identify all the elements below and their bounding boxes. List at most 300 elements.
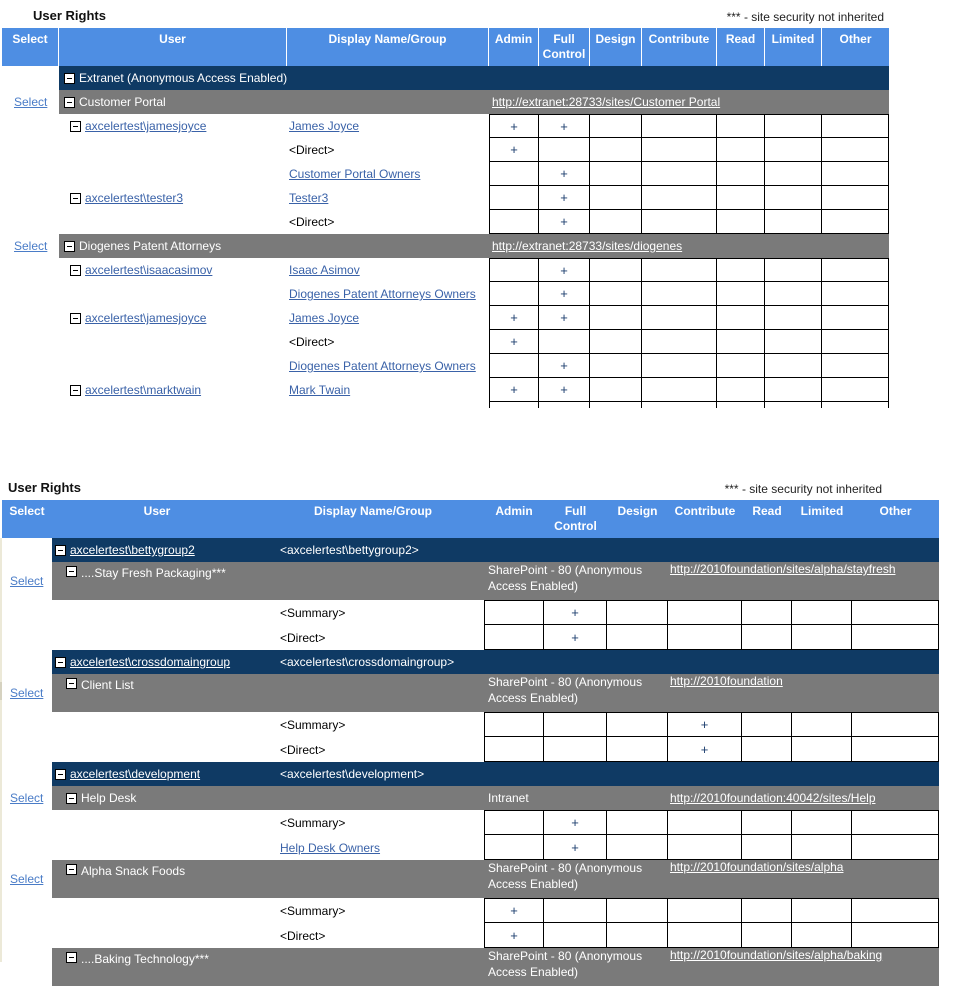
display-link[interactable]: Diogenes Patent Attorneys Owners [289, 359, 476, 373]
user-label: Help Desk [81, 791, 137, 805]
site-url-link[interactable]: http://2010foundation/sites/alpha [670, 860, 844, 874]
user-band [59, 114, 889, 138]
column-header-other: Other [879, 504, 912, 518]
site-band [59, 90, 889, 114]
permission-cell-full-control [544, 737, 607, 762]
minus-glyph [69, 683, 74, 684]
site-url-link[interactable]: http://2010foundation/sites/alpha/stayfresh [670, 562, 896, 576]
select-cell [2, 186, 59, 210]
site-url-link[interactable]: http://2010foundation [670, 674, 783, 688]
user-cell [52, 860, 262, 898]
minus-glyph [58, 550, 63, 551]
site-url-link[interactable]: http://extranet:28733/sites/Customer Portal [492, 95, 721, 109]
display-label: <Direct> [289, 143, 335, 157]
user-cell [52, 737, 262, 762]
permission-cell-admin [489, 402, 539, 408]
site-row [2, 786, 939, 810]
select-link[interactable]: Select [10, 872, 44, 886]
select-cell [2, 810, 52, 835]
permission-cell-other [852, 835, 939, 860]
permission-cell-contribute [642, 258, 717, 282]
user-row [2, 114, 889, 138]
user-row [2, 330, 889, 354]
permission-cell-contribute [642, 114, 717, 138]
user-cell [59, 186, 287, 210]
permission-cell-limited [792, 625, 852, 650]
permission-cell-other [852, 625, 939, 650]
site-info: SharePoint - 80 (Anonymous Access Enabled) [488, 675, 643, 705]
permission-cell-limited [765, 330, 822, 354]
select-cell [2, 538, 52, 562]
permission-cell-contribute [668, 600, 742, 625]
permission-cell-admin [489, 354, 539, 378]
collapse-minus-icon[interactable] [66, 566, 77, 577]
user-row [2, 210, 889, 234]
column-header-limited: Limited [765, 28, 822, 66]
column-header-limited: Limited [800, 504, 844, 518]
collapse-minus-icon[interactable] [66, 864, 77, 875]
display-link[interactable]: James Joyce [289, 311, 360, 325]
display-cell [262, 948, 484, 986]
permission-cell-contribute [642, 282, 717, 306]
user-band [52, 712, 939, 737]
permission-cell-read [742, 600, 792, 625]
site-url-cell [489, 95, 889, 109]
permission-cell-admin [484, 737, 544, 762]
site-url-link[interactable]: http://extranet:28733/sites/diogenes [492, 239, 683, 253]
display-label: <Direct> [280, 742, 326, 757]
site-band [52, 786, 939, 810]
user-label: Customer Portal [79, 95, 166, 109]
permission-granted-full-control: + [539, 282, 590, 306]
permission-cell-full-control [539, 402, 590, 408]
select-cell [2, 786, 52, 810]
display-cell [262, 860, 484, 898]
permission-cell-limited [765, 114, 822, 138]
permission-granted-contribute: + [668, 737, 742, 762]
display-cell [287, 186, 489, 210]
permission-cell-contribute [642, 402, 717, 408]
user-row [2, 354, 889, 378]
permission-cell-contribute [642, 306, 717, 330]
permission-cell-other [822, 210, 889, 234]
minus-glyph [73, 318, 78, 319]
site-row [2, 674, 939, 712]
user-link[interactable]: axcelertest\jamesjoyce [85, 119, 207, 133]
display-cell [287, 66, 489, 90]
user-cell [59, 378, 287, 402]
permission-cell-other [822, 402, 889, 408]
select-cell [2, 234, 59, 258]
display-link[interactable]: James Joyce [289, 119, 360, 133]
user-cell [52, 948, 262, 986]
display-label: <Summary> [280, 903, 346, 918]
minus-glyph [67, 102, 72, 103]
select-cell [2, 835, 52, 860]
user-cell [59, 162, 287, 186]
minus-glyph [73, 198, 78, 199]
permission-granted-full-control: + [539, 114, 590, 138]
collapse-minus-icon[interactable] [70, 313, 81, 324]
display-label: <axcelertest\development> [280, 767, 425, 781]
collapse-minus-icon[interactable] [70, 265, 81, 276]
permission-cell-design [590, 282, 642, 306]
minus-glyph [69, 957, 74, 958]
display-label: <Direct> [280, 630, 326, 645]
permission-granted-full-control: + [544, 835, 607, 860]
display-cell [262, 650, 484, 674]
site-url-cell [668, 860, 939, 898]
site-row [2, 948, 939, 986]
display-cell [262, 562, 484, 600]
user-row [2, 835, 939, 860]
permission-cell-other [822, 330, 889, 354]
permission-cell-other [822, 258, 889, 282]
user-row [2, 600, 939, 625]
group-band [59, 66, 889, 90]
collapse-minus-icon[interactable] [70, 121, 81, 132]
permission-cell-read [717, 282, 765, 306]
minus-glyph [67, 78, 72, 79]
display-cell [262, 835, 484, 860]
column-header-contribute: Contribute [674, 504, 736, 518]
permission-cell-design [590, 306, 642, 330]
permission-granted-full-control: + [544, 600, 607, 625]
select-cell [2, 162, 59, 186]
permission-granted-admin: + [489, 114, 539, 138]
permission-cell-other [822, 186, 889, 210]
permission-granted-full-control: + [539, 186, 590, 210]
permission-granted-admin: + [489, 378, 539, 402]
user-link[interactable]: axcelertest\development [70, 767, 201, 781]
display-cell [287, 234, 489, 258]
user-band [52, 898, 939, 923]
permission-cell-design [607, 810, 668, 835]
site-info: SharePoint - 80 (Anonymous Access Enabled) [488, 861, 643, 891]
user-link[interactable]: axcelertest\bettygroup2 [70, 543, 195, 557]
user-label: Extranet (Anonymous Access Enabled) [79, 71, 287, 85]
permission-cell-other [822, 354, 889, 378]
security-note: *** - site security not inherited [726, 10, 884, 24]
column-header-full-control: Full Control [539, 28, 590, 66]
collapse-minus-icon[interactable] [66, 793, 77, 804]
user-cell [52, 674, 262, 712]
permission-cell-read [717, 402, 765, 408]
collapse-minus-icon[interactable] [55, 657, 66, 668]
group-row [2, 538, 939, 562]
permission-cell-contribute [642, 210, 717, 234]
user-band [59, 306, 889, 330]
user-row [2, 162, 889, 186]
display-cell [287, 138, 489, 162]
user-band [52, 810, 939, 835]
permission-cell-read [717, 354, 765, 378]
minus-glyph [69, 571, 74, 572]
select-link[interactable]: Select [10, 686, 44, 700]
permission-cell-read [742, 810, 792, 835]
permission-cell-admin [484, 810, 544, 835]
column-header-select: Select [2, 28, 59, 66]
site-url-link[interactable]: http://2010foundation:40042/sites/Help [670, 791, 876, 805]
permission-cell-limited [792, 737, 852, 762]
permission-cell-limited [792, 600, 852, 625]
permission-cell-contribute [668, 810, 742, 835]
user-cell [59, 330, 287, 354]
group-row [2, 762, 939, 786]
permission-cell-read [717, 210, 765, 234]
collapse-minus-icon[interactable] [64, 241, 75, 252]
site-info: Intranet [488, 791, 529, 805]
user-band [52, 600, 939, 625]
minus-glyph [69, 798, 74, 799]
permission-cell-other [822, 378, 889, 402]
select-link[interactable]: Select [14, 95, 48, 109]
display-link[interactable]: Mark Twain [289, 383, 351, 397]
column-header-admin: Admin [489, 28, 539, 66]
minus-glyph [58, 774, 63, 775]
column-header-read: Read [752, 504, 782, 518]
display-link[interactable]: Isaac Asimov [289, 263, 360, 277]
user-row [2, 282, 889, 306]
site-band [52, 562, 939, 600]
permission-cell-design [590, 258, 642, 282]
display-cell [287, 306, 489, 330]
site-url-cell [668, 791, 939, 805]
select-cell [2, 258, 59, 282]
select-cell [2, 114, 59, 138]
permission-cell-admin [489, 162, 539, 186]
permission-cell-design [590, 114, 642, 138]
select-cell [2, 282, 59, 306]
user-row [2, 258, 889, 282]
permission-cell-limited [765, 306, 822, 330]
select-cell [2, 674, 52, 712]
select-cell [2, 712, 52, 737]
display-link[interactable]: Tester3 [289, 191, 329, 205]
display-cell [262, 600, 484, 625]
select-link[interactable]: Select [10, 574, 44, 588]
permission-cell-design [607, 712, 668, 737]
display-link[interactable]: Customer Portal Owners [289, 167, 421, 181]
user-cell [59, 306, 287, 330]
user-cell [52, 835, 262, 860]
display-cell [262, 786, 484, 810]
user-cell [52, 650, 262, 674]
permission-cell-read [742, 898, 792, 923]
permission-cell-limited [792, 923, 852, 948]
permission-cell-other [822, 138, 889, 162]
user-row [2, 737, 939, 762]
column-header-admin: Admin [495, 504, 533, 518]
permission-cell-admin [489, 210, 539, 234]
minus-glyph [58, 662, 63, 663]
collapse-minus-icon[interactable] [70, 193, 81, 204]
select-cell [2, 138, 59, 162]
permission-cell-read [717, 114, 765, 138]
select-cell [2, 210, 59, 234]
select-cell [2, 923, 52, 948]
collapse-minus-icon[interactable] [55, 545, 66, 556]
collapse-minus-icon[interactable] [66, 952, 77, 963]
group-band [52, 762, 939, 786]
select-cell [2, 402, 59, 408]
security-note: *** - site security not inherited [724, 482, 882, 496]
stub-row [2, 402, 889, 408]
permission-granted-full-control: + [539, 258, 590, 282]
display-link[interactable]: Help Desk Owners [280, 840, 381, 855]
user-cell [59, 258, 287, 282]
column-header-full-control: Full Control [554, 504, 597, 533]
permission-cell-other [852, 810, 939, 835]
user-cell [52, 923, 262, 948]
permission-cell-limited [765, 138, 822, 162]
site-band [52, 860, 939, 898]
user-label: ....Stay Fresh Packaging*** [81, 566, 226, 580]
user-cell [52, 600, 262, 625]
user-link[interactable]: axcelertest\crossdomaingroup [70, 655, 231, 669]
column-header-contribute: Contribute [642, 28, 717, 66]
permission-granted-admin: + [489, 306, 539, 330]
user-cell [59, 138, 287, 162]
permission-granted-full-control: + [539, 210, 590, 234]
user-band [52, 923, 939, 948]
user-band [59, 138, 889, 162]
site-row [2, 562, 939, 600]
collapse-minus-icon[interactable] [70, 385, 81, 396]
permission-cell-read [717, 162, 765, 186]
permission-cell-other [822, 114, 889, 138]
display-label: <Direct> [289, 335, 335, 349]
minus-glyph [73, 270, 78, 271]
permission-granted-full-control: + [544, 625, 607, 650]
user-link[interactable]: axcelertest\isaacasimov [85, 263, 213, 277]
user-link[interactable]: axcelertest\jamesjoyce [85, 311, 207, 325]
select-cell [2, 737, 52, 762]
permission-cell-contribute [668, 923, 742, 948]
permission-cell-admin [484, 625, 544, 650]
permission-cell-contribute [668, 625, 742, 650]
collapse-minus-icon[interactable] [66, 678, 77, 689]
display-cell [287, 378, 489, 402]
user-row [2, 898, 939, 923]
permission-cell-contribute [642, 378, 717, 402]
select-cell [2, 330, 59, 354]
display-label: <Summary> [280, 605, 346, 620]
display-cell [287, 162, 489, 186]
permission-cell-other [822, 306, 889, 330]
display-cell [262, 737, 484, 762]
user-band [59, 330, 889, 354]
user-cell [52, 810, 262, 835]
table-header [2, 500, 939, 538]
user-rights-title: User Rights [8, 480, 81, 495]
column-header-design: Design [590, 28, 642, 66]
permission-granted-full-control: + [539, 306, 590, 330]
select-cell [2, 625, 52, 650]
permission-cell-read [742, 712, 792, 737]
column-header-display-name-group: Display Name/Group [313, 504, 433, 518]
permission-cell-read [742, 625, 792, 650]
display-cell [262, 923, 484, 948]
display-link[interactable]: Diogenes Patent Attorneys Owners [289, 287, 476, 301]
permission-granted-full-control: + [544, 810, 607, 835]
permission-cell-design [607, 600, 668, 625]
permission-cell-limited [792, 898, 852, 923]
collapse-minus-icon[interactable] [55, 769, 66, 780]
display-label: <Direct> [289, 215, 335, 229]
display-cell [287, 282, 489, 306]
column-header-display-name-group: Display Name/Group [287, 28, 489, 66]
user-link[interactable]: axcelertest\marktwain [85, 383, 202, 397]
group-band [52, 650, 939, 674]
user-link[interactable]: axcelertest\tester3 [85, 191, 184, 205]
user-label: ....Baking Technology*** [81, 952, 209, 966]
permission-granted-admin: + [484, 923, 544, 948]
display-cell [287, 330, 489, 354]
user-label: Client List [81, 678, 134, 692]
permission-granted-admin: + [489, 330, 539, 354]
user-cell [52, 898, 262, 923]
select-cell [2, 354, 59, 378]
permission-cell-contribute [642, 186, 717, 210]
select-cell [2, 66, 59, 90]
permission-cell-admin [484, 600, 544, 625]
site-row [2, 234, 889, 258]
display-label: <axcelertest\crossdomaingroup> [280, 655, 455, 669]
select-link[interactable]: Select [14, 239, 48, 253]
column-header-select: Select [9, 504, 45, 518]
spacer [59, 402, 489, 408]
site-url-link[interactable]: http://2010foundation/sites/alpha/baking [670, 948, 883, 962]
user-row [2, 712, 939, 737]
permission-cell-limited [792, 810, 852, 835]
minus-glyph [73, 390, 78, 391]
column-header-user: User [143, 504, 171, 518]
display-cell [262, 810, 484, 835]
permission-cell-full-control [539, 138, 590, 162]
permission-cell-limited [765, 186, 822, 210]
collapse-minus-icon[interactable] [64, 73, 75, 84]
permission-cell-other [822, 282, 889, 306]
display-cell [262, 538, 484, 562]
permission-cell-contribute [642, 162, 717, 186]
user-band [59, 186, 889, 210]
permission-cell-design [607, 625, 668, 650]
user-cell [59, 234, 287, 258]
column-header-other: Other [839, 32, 872, 46]
user-cell [52, 562, 262, 600]
user-cell [52, 625, 262, 650]
site-row [2, 90, 889, 114]
permission-cell-read [742, 737, 792, 762]
user-row [2, 186, 889, 210]
display-label: <Summary> [280, 815, 346, 830]
permission-cell-limited [792, 835, 852, 860]
permission-granted-contribute: + [668, 712, 742, 737]
collapse-minus-icon[interactable] [64, 97, 75, 108]
select-cell [2, 378, 59, 402]
permission-cell-limited [765, 282, 822, 306]
display-cell [287, 114, 489, 138]
permission-cell-read [742, 923, 792, 948]
permission-cell-limited [765, 162, 822, 186]
site-url-cell [668, 948, 939, 986]
select-cell [2, 306, 59, 330]
select-cell [2, 600, 52, 625]
select-link[interactable]: Select [10, 791, 44, 805]
permission-cell-design [590, 162, 642, 186]
permission-cell-contribute [668, 898, 742, 923]
